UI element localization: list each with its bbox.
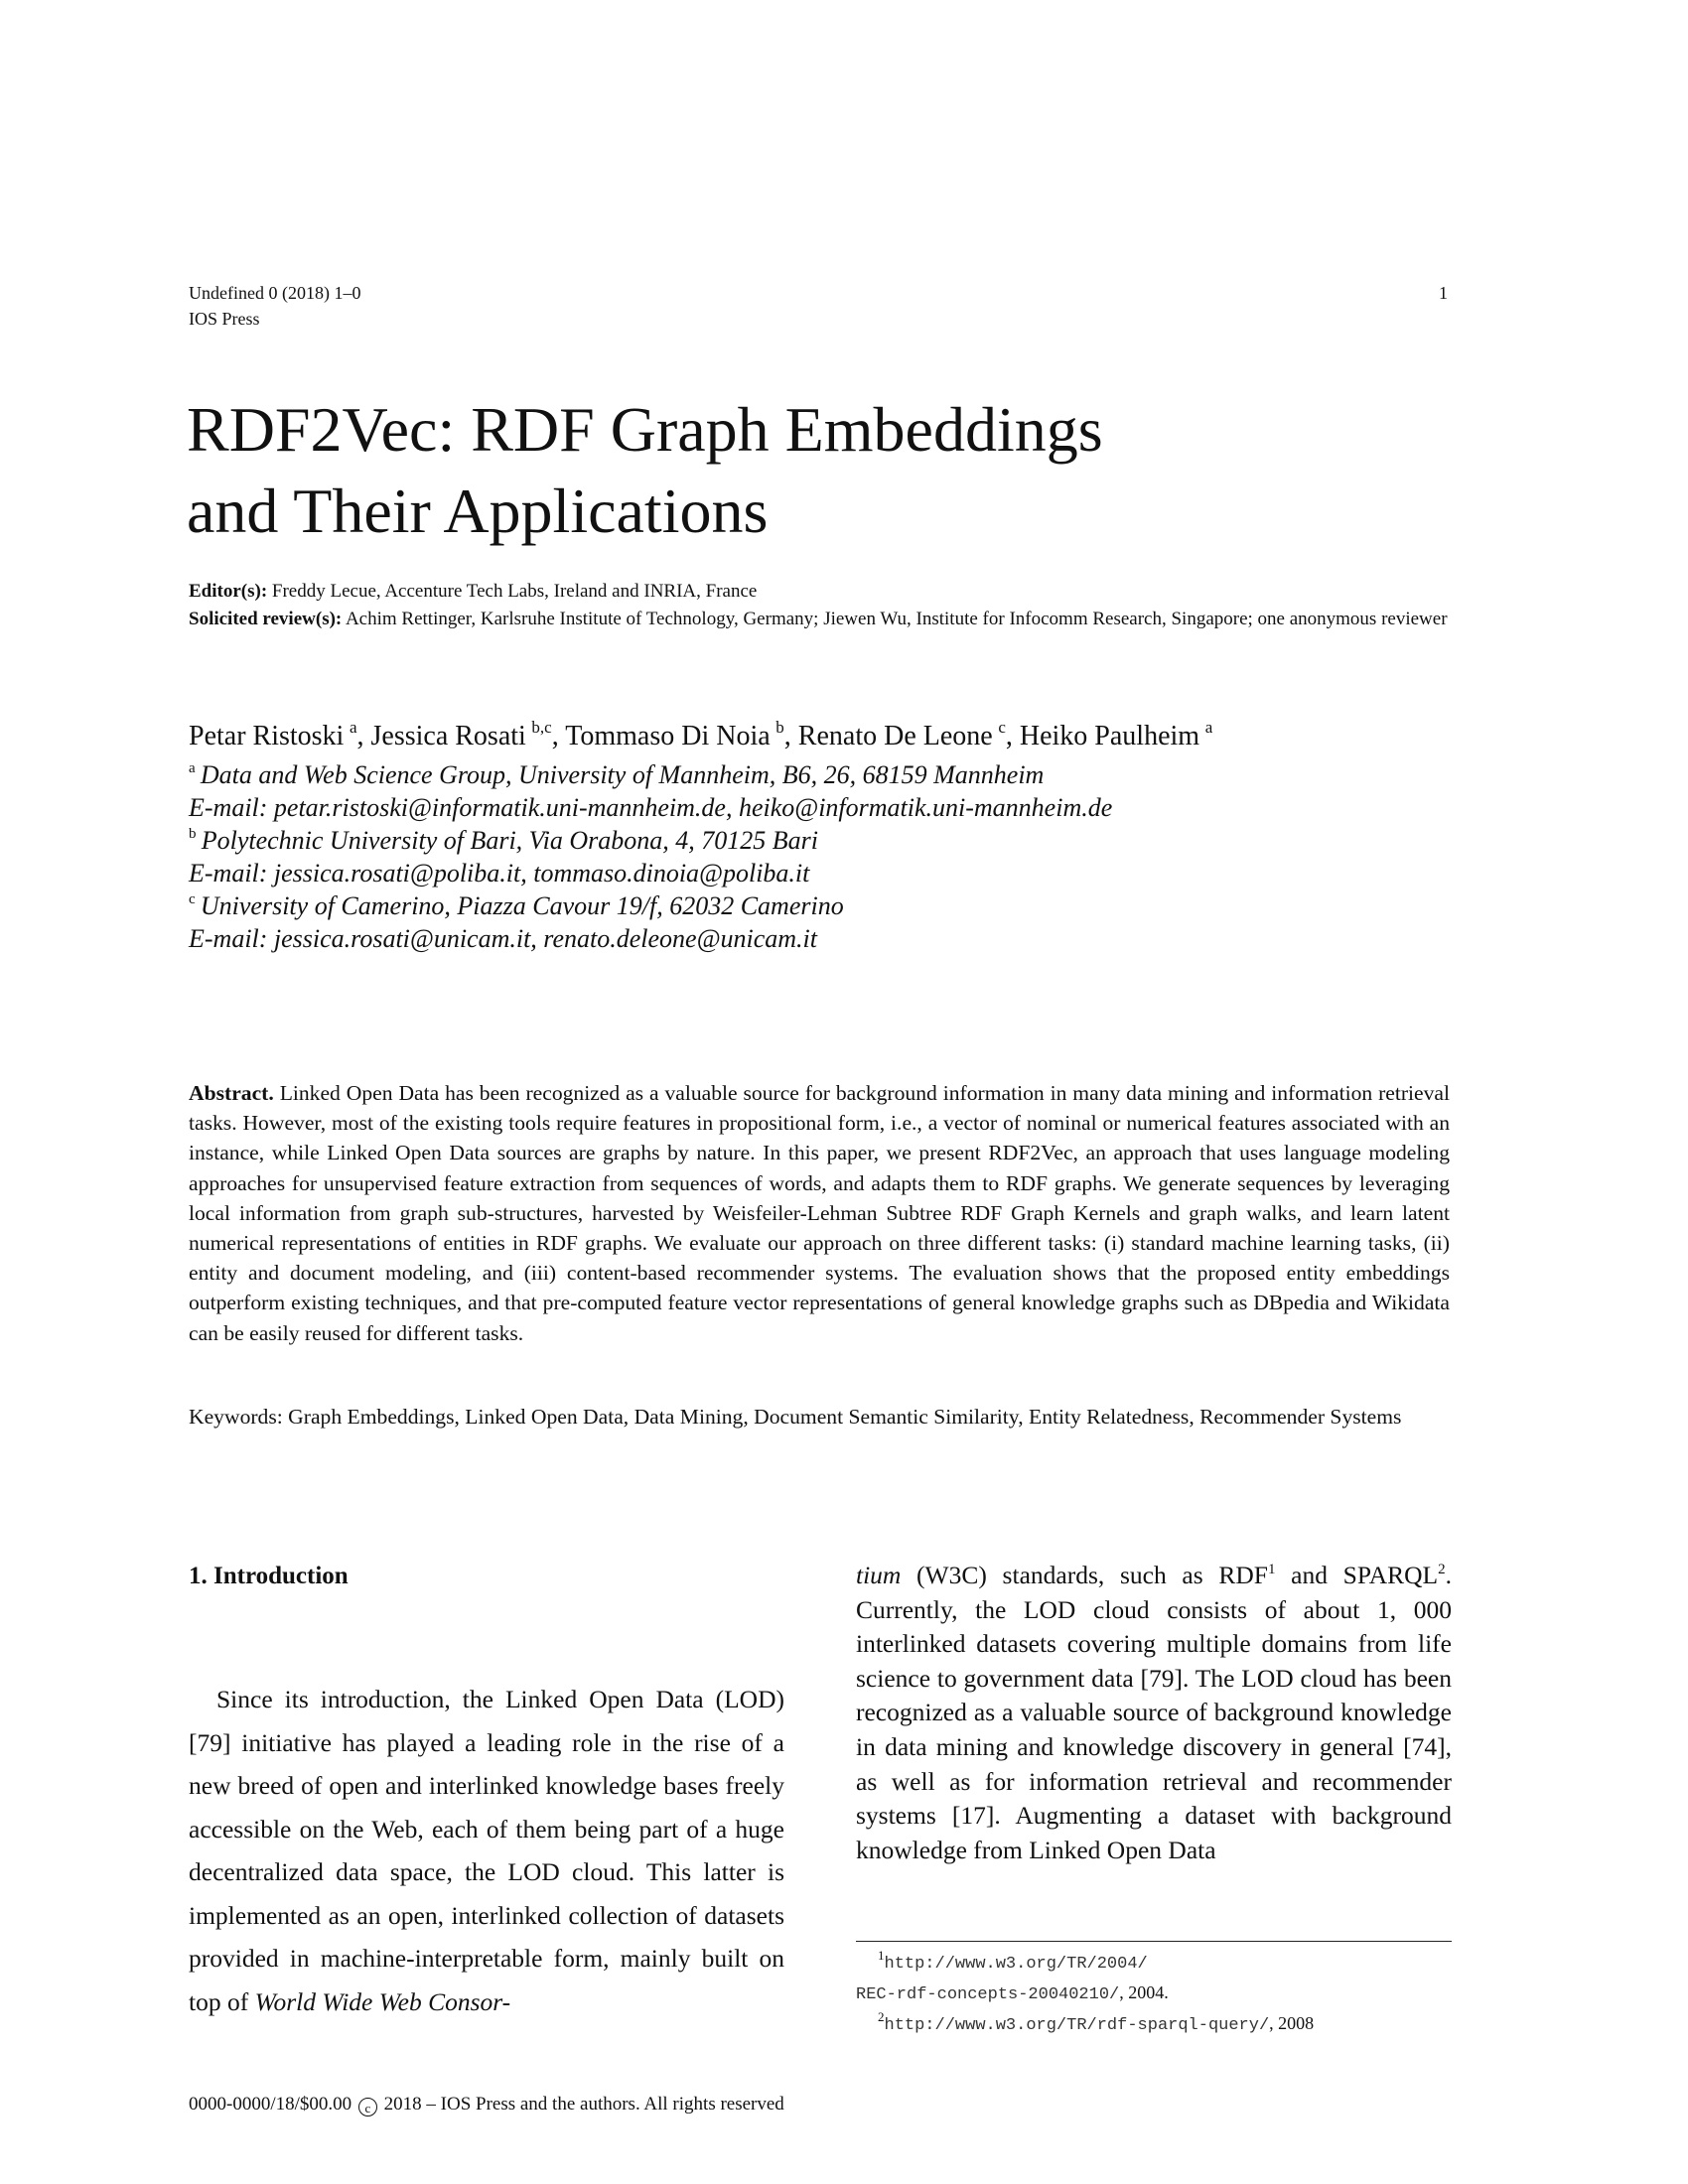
author-list: [189, 719, 1212, 754]
abstract-text: Linked Open Data has been recognized as a valuable source for background information in many data mining and information retrieval tasks. However, most of the existing tools require features in propositional form, i.e., a vector of nominal or numerical features associated with an instance, while Linked Open Data sources are graphs by nature. In this paper, we present RDF2Vec, an approach that uses language modeling approaches for unsupervised feature extraction from sequences of words, and adapts them to RDF graphs. We generate sequences by leveraging local information from graph sub-structures, harvested by Weisfeiler-Lehman Subtree RDF Graph Kernels and graph walks, and learn latent numerical representations of entities in RDF graphs. We evaluate our approach on three different tasks: (i) standard machine learning tasks, (ii) entity and document modeling, and (iii) content-based recommender systems. The evaluation shows that the proposed entity embeddings outperform existing techniques, and that pre-computed feature vector representations of general knowledge graphs such as DBpedia and Wikidata can be easily reused for different tasks.: [189, 1081, 1450, 1345]
intro-left-italic: World Wide Web Consor-: [254, 1986, 511, 2016]
intro-right-text-3: . Currently, the LOD cloud consists of about 1, 000 interlinked datasets covering multiple domains from life science to government data [79]. The LOD cloud has been recognized as a valuable source of background knowledge in data mining and knowledge discovery in general [74], as well as for information retrieval and recommender systems [17]. Augmenting a dataset with background knowledge from Linked Open Data: [856, 1561, 1452, 1864]
affiliation-text: Data and Web Science Group, University of Mannheim, B6, 26, 68159 Mannheim: [200, 760, 1045, 789]
affiliation-mark: b: [189, 826, 197, 842]
footnote-mark: 1: [878, 1948, 885, 1963]
footnote-mark: 2: [878, 2009, 885, 2024]
footnote-1-cont: [856, 1979, 1452, 2009]
copyright-icon: c: [358, 2098, 377, 2116]
affiliation: [189, 758, 1112, 791]
footnote-ref-1[interactable]: 1: [1267, 1562, 1276, 1577]
affiliations: [189, 758, 1112, 955]
affiliation-text: University of Camerino, Piazza Cavour 19/f, 62032 Camerino: [200, 891, 844, 920]
author-affil-mark: b,c: [531, 718, 552, 737]
affiliation-email: E-mail: jessica.rosati@unicam.it, renato.deleone@unicam.it: [189, 924, 817, 953]
author-affil-mark: c: [998, 718, 1006, 737]
footnote-1: [856, 1948, 1452, 1979]
author-affil-mark: b: [775, 718, 784, 737]
footnote-year: , 2008: [1269, 2013, 1315, 2033]
author-sep: ,: [356, 721, 371, 751]
intro-left-text: Since its introduction, the Linked Open Data (LOD) [79] initiative has played a leading role in the rise of a new breed of open and interlinked knowledge bases freely accessible on the Web, each of them being part of a huge decentralized data space, the LOD cloud. This latter is implemented as an open, interlinked collection of datasets provided in machine-interpretable form, mainly built on top of: [189, 1685, 784, 2016]
paper-title: [187, 389, 1477, 552]
author: [565, 718, 798, 751]
author: [1019, 718, 1213, 751]
page-number: 1: [1439, 283, 1448, 303]
footnote-2: [856, 2009, 1452, 2040]
editors-label: Editor(s):: [189, 581, 268, 602]
author-sep: ,: [783, 721, 798, 751]
author-name: Jessica Rosati: [370, 721, 526, 751]
editorial-info: [189, 578, 1450, 633]
copyright-text: 2018 – IOS Press and the authors. All rights reserved: [383, 2094, 784, 2115]
abstract-label: Abstract.: [189, 1081, 274, 1105]
footnote-divider: [856, 1941, 1452, 1942]
copyright-code: 0000-0000/18/$00.00: [189, 2094, 352, 2115]
author-name: Renato De Leone: [797, 721, 993, 751]
affiliation-mark: c: [189, 891, 196, 907]
reviewers-text: Achim Rettinger, Karlsruhe Institute of Technology, Germany; Jiewen Wu, Institute for Infocomm Research, Singapore; one anonymous reviewer: [345, 609, 1448, 629]
title-line-1: RDF2Vec: RDF Graph Embeddings: [187, 394, 1103, 465]
author-affil-mark: a: [1204, 718, 1213, 737]
footnote-url-link[interactable]: http://www.w3.org/TR/2004/: [884, 1955, 1148, 1974]
keywords-text: Graph Embeddings, Linked Open Data, Data Mining, Document Semantic Similarity, Entity Relatedness, Recommender Systems: [288, 1405, 1402, 1429]
affiliation-email: E-mail: petar.ristoski@informatik.uni-mannheim.de, heiko@informatik.uni-mannheim.de: [189, 793, 1113, 822]
reviewers: [189, 606, 1450, 633]
affiliation-email: E-mail: jessica.rosati@poliba.it, tommaso.dinoia@poliba.it: [189, 859, 810, 887]
affiliation-text: Polytechnic University of Bari, Via Orabona, 4, 70125 Bari: [201, 826, 818, 855]
keywords-label: Keywords:: [189, 1405, 283, 1429]
reviewers-label: Solicited review(s):: [189, 609, 343, 629]
abstract: [189, 1078, 1450, 1348]
footnote-url-link[interactable]: http://www.w3.org/TR/rdf-sparql-query/: [884, 2016, 1270, 2035]
author-affil-mark: a: [349, 718, 357, 737]
editors: [189, 578, 1450, 606]
intro-right-text-1: (W3C) standards, such as RDF: [901, 1561, 1268, 1589]
author-name: Petar Ristoski: [189, 721, 345, 751]
section-heading-introduction: 1. Introduction: [189, 1563, 349, 1589]
intro-right-italic: tium: [856, 1561, 902, 1589]
author-sep: ,: [551, 721, 566, 751]
author-name: Tommaso Di Noia: [565, 721, 771, 751]
editors-text: Freddy Lecue, Accenture Tech Labs, Ireland and INRIA, France: [271, 581, 758, 602]
intro-paragraph-left: [189, 1678, 784, 2023]
footnote-ref-2[interactable]: 2: [1438, 1562, 1446, 1577]
running-header: [189, 280, 360, 332]
journal-line: Undefined 0 (2018) 1–0: [189, 283, 361, 303]
footnote-year: , 2004.: [1119, 1982, 1169, 2002]
affiliation: [189, 824, 1112, 857]
affiliation-mark: a: [189, 760, 196, 776]
author: [370, 718, 566, 751]
affiliation: [189, 889, 1112, 922]
intro-paragraph-right: [856, 1559, 1452, 1867]
footnotes: [856, 1948, 1452, 2040]
author-sep: ,: [1005, 721, 1020, 751]
publisher: IOS Press: [189, 309, 260, 329]
author: [797, 718, 1020, 751]
intro-right-text-2: and SPARQL: [1275, 1561, 1439, 1589]
keywords: [189, 1402, 1450, 1432]
copyright-footer: [189, 2092, 784, 2117]
title-line-2: and Their Applications: [187, 476, 769, 546]
footnote-url-link[interactable]: REC-rdf-concepts-20040210/: [856, 1985, 1120, 2004]
author-name: Heiko Paulheim: [1019, 721, 1200, 751]
author: [189, 718, 371, 751]
